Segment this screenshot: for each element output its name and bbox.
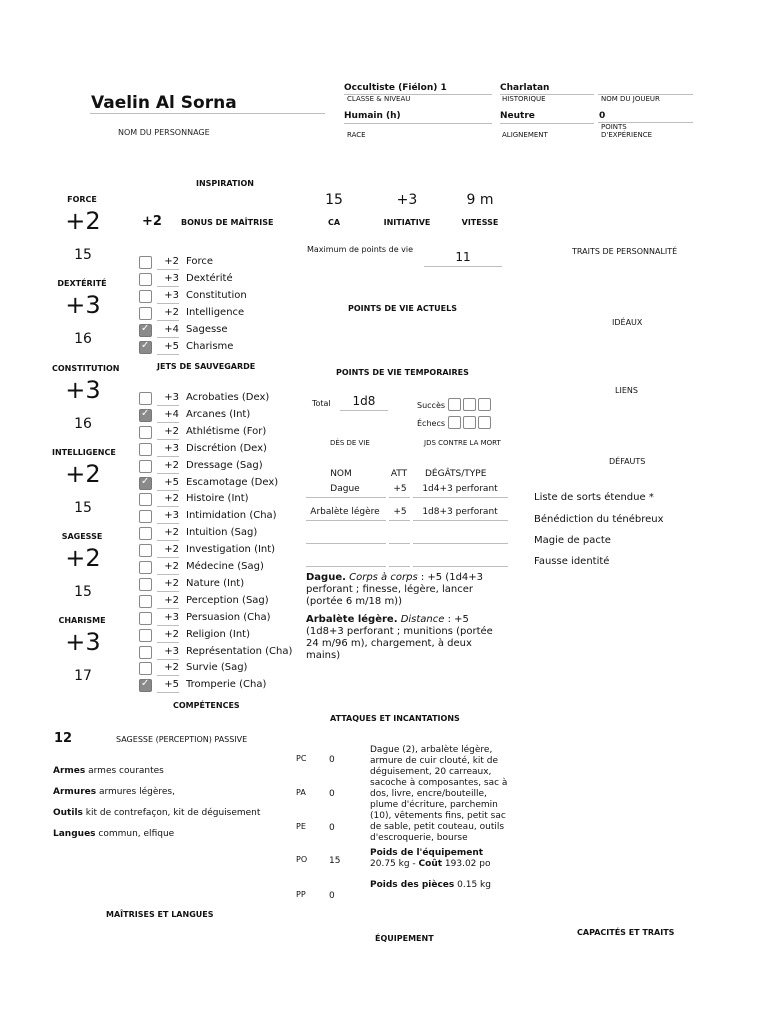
skill-modifier: +3 [157,443,179,457]
passive-perception-label: SAGESSE (PERCEPTION) PASSIVE [116,735,248,744]
saving-throw-row [139,307,289,322]
skill-modifier: +3 [157,510,179,524]
attack-row-rule [413,520,508,521]
flaws-label: DÉFAUTS [609,457,646,466]
skill-row [139,645,293,661]
attacks-section-label: ATTAQUES ET INCANTATIONS [330,714,460,723]
skill-proficiency-checkbox[interactable] [139,679,152,692]
skill-proficiency-checkbox[interactable] [139,443,152,456]
alignment[interactable]: Neutre [500,111,535,121]
passive-perception[interactable]: 12 [54,731,73,746]
skill-name: Acrobaties (Dex) [186,392,270,403]
attack-row-rule [413,497,508,498]
ability-score-3[interactable]: 15 [74,500,92,516]
skill-modifier: +5 [157,679,179,693]
attack-bonus[interactable]: +5 [393,484,407,494]
coin-value-po[interactable]: 15 [329,856,341,866]
class-level-label: CLASSE & NIVEAU [347,95,411,103]
skill-modifier: +2 [157,561,179,575]
skill-proficiency-checkbox[interactable] [139,527,152,540]
equipment-section-label: ÉQUIPEMENT [375,934,434,943]
languages-proficiency: Langues commun, elfique [53,829,175,839]
saving-throw-proficiency-checkbox[interactable] [139,273,152,286]
hp-max-label: Maximum de points de vie [307,245,414,254]
death-save-failure-3[interactable] [478,416,491,429]
speed-label: VITESSE [461,218,499,227]
attack-desc-crossbow: Arbalète légère. Distance : +5 (1d8+3 perforant ; munitions (portée 24 m/96 m), chargement, à deux mains) [306,614,493,661]
skill-proficiency-checkbox[interactable] [139,662,152,675]
skill-name: Nature (Int) [186,577,245,589]
feature-item[interactable]: Liste de sorts étendue * [534,492,654,503]
skill-modifier: +2 [157,426,179,440]
initiative-label: INITIATIVE [383,218,431,227]
saving-throw-proficiency-checkbox[interactable] [139,324,152,337]
skill-row [139,662,289,677]
ability-modifier-4[interactable]: +2 [65,544,101,572]
death-save-success-1[interactable] [448,398,461,411]
saving-throw-proficiency-checkbox[interactable] [139,256,152,269]
attack-damage[interactable]: 1d8+3 perforant [422,507,498,517]
hit-dice-total-label: Total [312,399,331,408]
death-save-failure-1[interactable] [448,416,461,429]
armor-class-label: CA [327,218,341,227]
skill-name: Persuasion (Cha) [186,611,271,623]
ability-modifier-0[interactable]: +2 [65,207,101,235]
xp-label: POINTS D'EXPÉRIENCE [601,123,653,139]
attack-header-name: NOM [330,469,352,479]
saving-throw-row [139,273,289,288]
attack-row-rule [389,520,410,521]
saving-throw-row [139,324,289,339]
skill-row [139,544,289,559]
attack-header-dmg: DÉGÂTS/TYPE [425,469,487,479]
proficiency-label: BONUS DE MAÎTRISE [181,218,274,227]
proficiency-bonus[interactable]: +2 [142,214,162,229]
skill-proficiency-checkbox[interactable] [139,595,152,608]
skill-modifier: +2 [157,595,179,609]
character-name-label: NOM DU PERSONNAGE [118,128,210,137]
attack-name[interactable]: Arbalète légère [310,507,380,517]
equipment-list[interactable]: Dague (2), arbalète légère, armure de cuir clouté, kit de déguisement, 20 carreaux, sacoche à composantes, sac à dos, livre, encre/bouteille, plume d'écriture, parchemin (10), vêtements fins, petit sac de sable, petit couteau, outils d'escroquerie, bourse [370,745,508,843]
background[interactable]: Charlatan [500,83,550,93]
coin-label-pe: PE [296,822,306,831]
skill-name: Athlétisme (For) [186,425,267,437]
saving-throw-row [139,341,289,356]
race-label: RACE [347,131,366,139]
features-section-label: CAPACITÉS ET TRAITS [577,928,675,937]
ability-modifier-2[interactable]: +3 [65,376,101,404]
skill-modifier: +4 [157,409,179,423]
death-save-success-label: Succès [417,401,446,410]
saving-throws-label: JETS DE SAUVEGARDE [157,362,256,371]
skill-proficiency-checkbox[interactable] [139,578,152,591]
coin-label-pp: PP [296,890,306,899]
inspiration-label: INSPIRATION [196,179,254,188]
skill-name: Tromperie (Cha) [186,679,267,691]
saving-throw-modifier: +5 [157,341,179,355]
attack-desc-dagger: Dague. Corps à corps : +5 (1d4+3 perforant ; finesse, légère, lancer (portée 6 m/18 m)) [306,572,484,607]
personality-traits-label: TRAITS DE PERSONNALITÉ [572,247,678,256]
hp-current-label: POINTS DE VIE ACTUELS [348,304,457,313]
armor-class[interactable]: 15 [325,192,343,208]
weapons-proficiency: Armes armes courantes [53,766,164,776]
ideals-label: IDÉAUX [612,318,643,327]
speed[interactable]: 9 m [466,192,494,208]
attack-row-rule [306,543,386,544]
skill-name: Intuition (Sag) [186,527,258,539]
experience-points[interactable]: 0 [599,111,606,121]
skill-proficiency-checkbox[interactable] [139,392,152,405]
coin-value-pp[interactable]: 0 [329,891,335,901]
saving-throw-modifier: +3 [157,290,179,304]
skill-name: Représentation (Cha) [186,645,293,657]
coin-weight: Poids des pièces 0.15 kg [370,880,491,890]
skill-modifier: +2 [157,544,179,558]
skill-name: Survie (Sag) [186,662,248,674]
equipment-weight: Poids de l'équipement 20.75 kg - Coût 193.02 po [370,848,491,869]
skill-name: Histoire (Int) [186,493,249,505]
attack-row-rule [389,566,410,567]
skill-proficiency-checkbox[interactable] [139,510,152,523]
skills-label: COMPÉTENCES [173,701,240,710]
attack-name[interactable]: Dague [330,484,360,494]
skill-name: Arcanes (Int) [186,408,251,420]
hp-temp-label: POINTS DE VIE TEMPORAIRES [336,368,469,377]
skill-row [139,443,289,458]
skill-name: Religion (Int) [186,628,250,640]
death-save-success-2[interactable] [463,398,476,411]
attack-row-rule [306,566,386,567]
skill-modifier: +2 [157,460,179,474]
saving-throw-proficiency-checkbox[interactable] [139,290,152,303]
skill-row [139,510,289,525]
skill-proficiency-checkbox[interactable] [139,493,152,506]
attack-row-rule [413,566,508,567]
ability-label-4: SAGESSE [61,532,103,541]
skill-modifier: +3 [157,646,179,660]
skill-row [139,595,289,610]
saving-throw-row [139,290,289,305]
feature-item[interactable]: Fausse identité [534,556,610,567]
saving-throw-name: Sagesse [186,323,228,335]
skill-modifier: +2 [157,629,179,643]
attack-row-rule [413,543,508,544]
skill-row [139,612,289,627]
attack-damage[interactable]: 1d4+3 perforant [422,484,498,494]
skill-modifier: +2 [157,662,179,676]
skill-modifier: +2 [157,578,179,592]
skill-row [139,493,289,508]
hp-max[interactable]: 11 [455,250,471,264]
ability-label-1: DEXTÉRITÉ [57,279,107,288]
skill-name: Escamotage (Dex) [186,476,279,488]
skill-name: Perception (Sag) [186,594,269,606]
saving-throw-proficiency-checkbox[interactable] [139,341,152,354]
saving-throw-name: Force [186,256,214,267]
ability-score-5[interactable]: 17 [74,668,92,684]
death-save-failure-label: Échecs [417,419,446,428]
ability-modifier-1[interactable]: +3 [65,291,101,319]
player-name-label: NOM DU JOUEUR [601,95,660,103]
skill-proficiency-checkbox[interactable] [139,409,152,422]
feature-item[interactable]: Bénédiction du ténébreux [534,514,664,525]
saving-throw-modifier: +2 [157,307,179,321]
feature-item[interactable]: Magie de pacte [534,535,611,546]
skill-modifier: +3 [157,392,179,406]
ability-modifier-3[interactable]: +2 [65,460,101,488]
initiative[interactable]: +3 [396,192,418,208]
skill-row [139,426,289,441]
saving-throw-name: Charisme [186,340,234,352]
alignment-label: ALIGNEMENT [502,131,548,139]
ability-label-2: CONSTITUTION [52,364,120,373]
ability-score-2[interactable]: 16 [74,416,92,432]
attack-header-att: ATT [390,469,408,479]
skill-row [139,629,289,644]
skill-proficiency-checkbox[interactable] [139,477,152,490]
saving-throw-name: Dextérité [186,272,233,284]
saving-throw-name: Constitution [186,289,247,301]
saving-throw-row [139,256,289,271]
skill-modifier: +3 [157,612,179,626]
saving-throw-proficiency-checkbox[interactable] [139,307,152,320]
ability-label-5: CHARISME [58,616,106,625]
hit-dice-label: DÉS DE VIE [330,439,370,447]
skill-modifier: +5 [157,477,179,491]
skill-row [139,409,289,424]
coin-value-pc[interactable]: 0 [329,755,335,765]
attack-row-rule [389,497,410,498]
skill-proficiency-checkbox[interactable] [139,460,152,473]
attack-bonus[interactable]: +5 [393,507,407,517]
skill-proficiency-checkbox[interactable] [139,646,152,659]
coin-label-po: PO [296,855,308,864]
class-level[interactable]: Occultiste (Fiélon) 1 [344,83,447,93]
character-name[interactable]: Vaelin Al Sorna [91,93,237,113]
skill-name: Médecine (Sag) [186,561,264,572]
saving-throw-modifier: +3 [157,273,179,287]
tools-proficiency: Outils kit de contrefaçon, kit de déguisement [53,808,261,818]
hit-dice-total[interactable]: 1d8 [352,394,376,408]
ability-label-0: FORCE [67,195,97,204]
attack-row-rule [389,543,410,544]
skill-modifier: +2 [157,493,179,507]
skill-name: Discrétion (Dex) [186,442,267,454]
skill-row [139,527,289,542]
skill-modifier: +2 [157,527,179,541]
saving-throw-name: Intelligence [186,306,245,318]
skill-proficiency-checkbox[interactable] [139,544,152,557]
skill-row [139,578,289,593]
skill-row [139,561,289,576]
coin-label-pc: PC [296,754,307,763]
ability-label-3: INTELLIGENCE [52,448,116,457]
skill-row [139,477,289,492]
ability-modifier-5[interactable]: +3 [65,628,101,656]
ability-score-0[interactable]: 15 [74,247,92,263]
race[interactable]: Humain (h) [344,111,401,121]
attack-row-rule [306,520,386,521]
ability-score-4[interactable]: 15 [74,584,92,600]
ability-score-1[interactable]: 16 [74,331,92,347]
saving-throw-modifier: +2 [157,256,179,270]
skill-row [139,460,289,475]
proficiencies-languages-label: MAÎTRISES ET LANGUES [106,910,214,919]
death-save-failure-2[interactable] [463,416,476,429]
saving-throw-modifier: +4 [157,324,179,338]
skill-proficiency-checkbox[interactable] [139,629,152,642]
skill-proficiency-checkbox[interactable] [139,612,152,625]
skill-proficiency-checkbox[interactable] [139,426,152,439]
bonds-label: LIENS [615,386,638,395]
coin-value-pe[interactable]: 0 [329,823,335,833]
death-save-success-3[interactable] [478,398,491,411]
skill-row [139,392,289,407]
coin-value-pa[interactable]: 0 [329,789,335,799]
armor-proficiency: Armures armures légères, [53,787,175,797]
skill-row [139,679,289,694]
skill-name: Dressage (Sag) [186,459,263,471]
skill-proficiency-checkbox[interactable] [139,561,152,574]
attack-row-rule [306,497,386,498]
skill-name: Investigation (Int) [186,544,276,556]
coin-label-pa: PA [296,788,306,797]
skill-name: Intimidation (Cha) [186,510,277,522]
background-label: HISTORIQUE [502,95,546,103]
death-saves-label: JDS CONTRE LA MORT [424,439,501,447]
